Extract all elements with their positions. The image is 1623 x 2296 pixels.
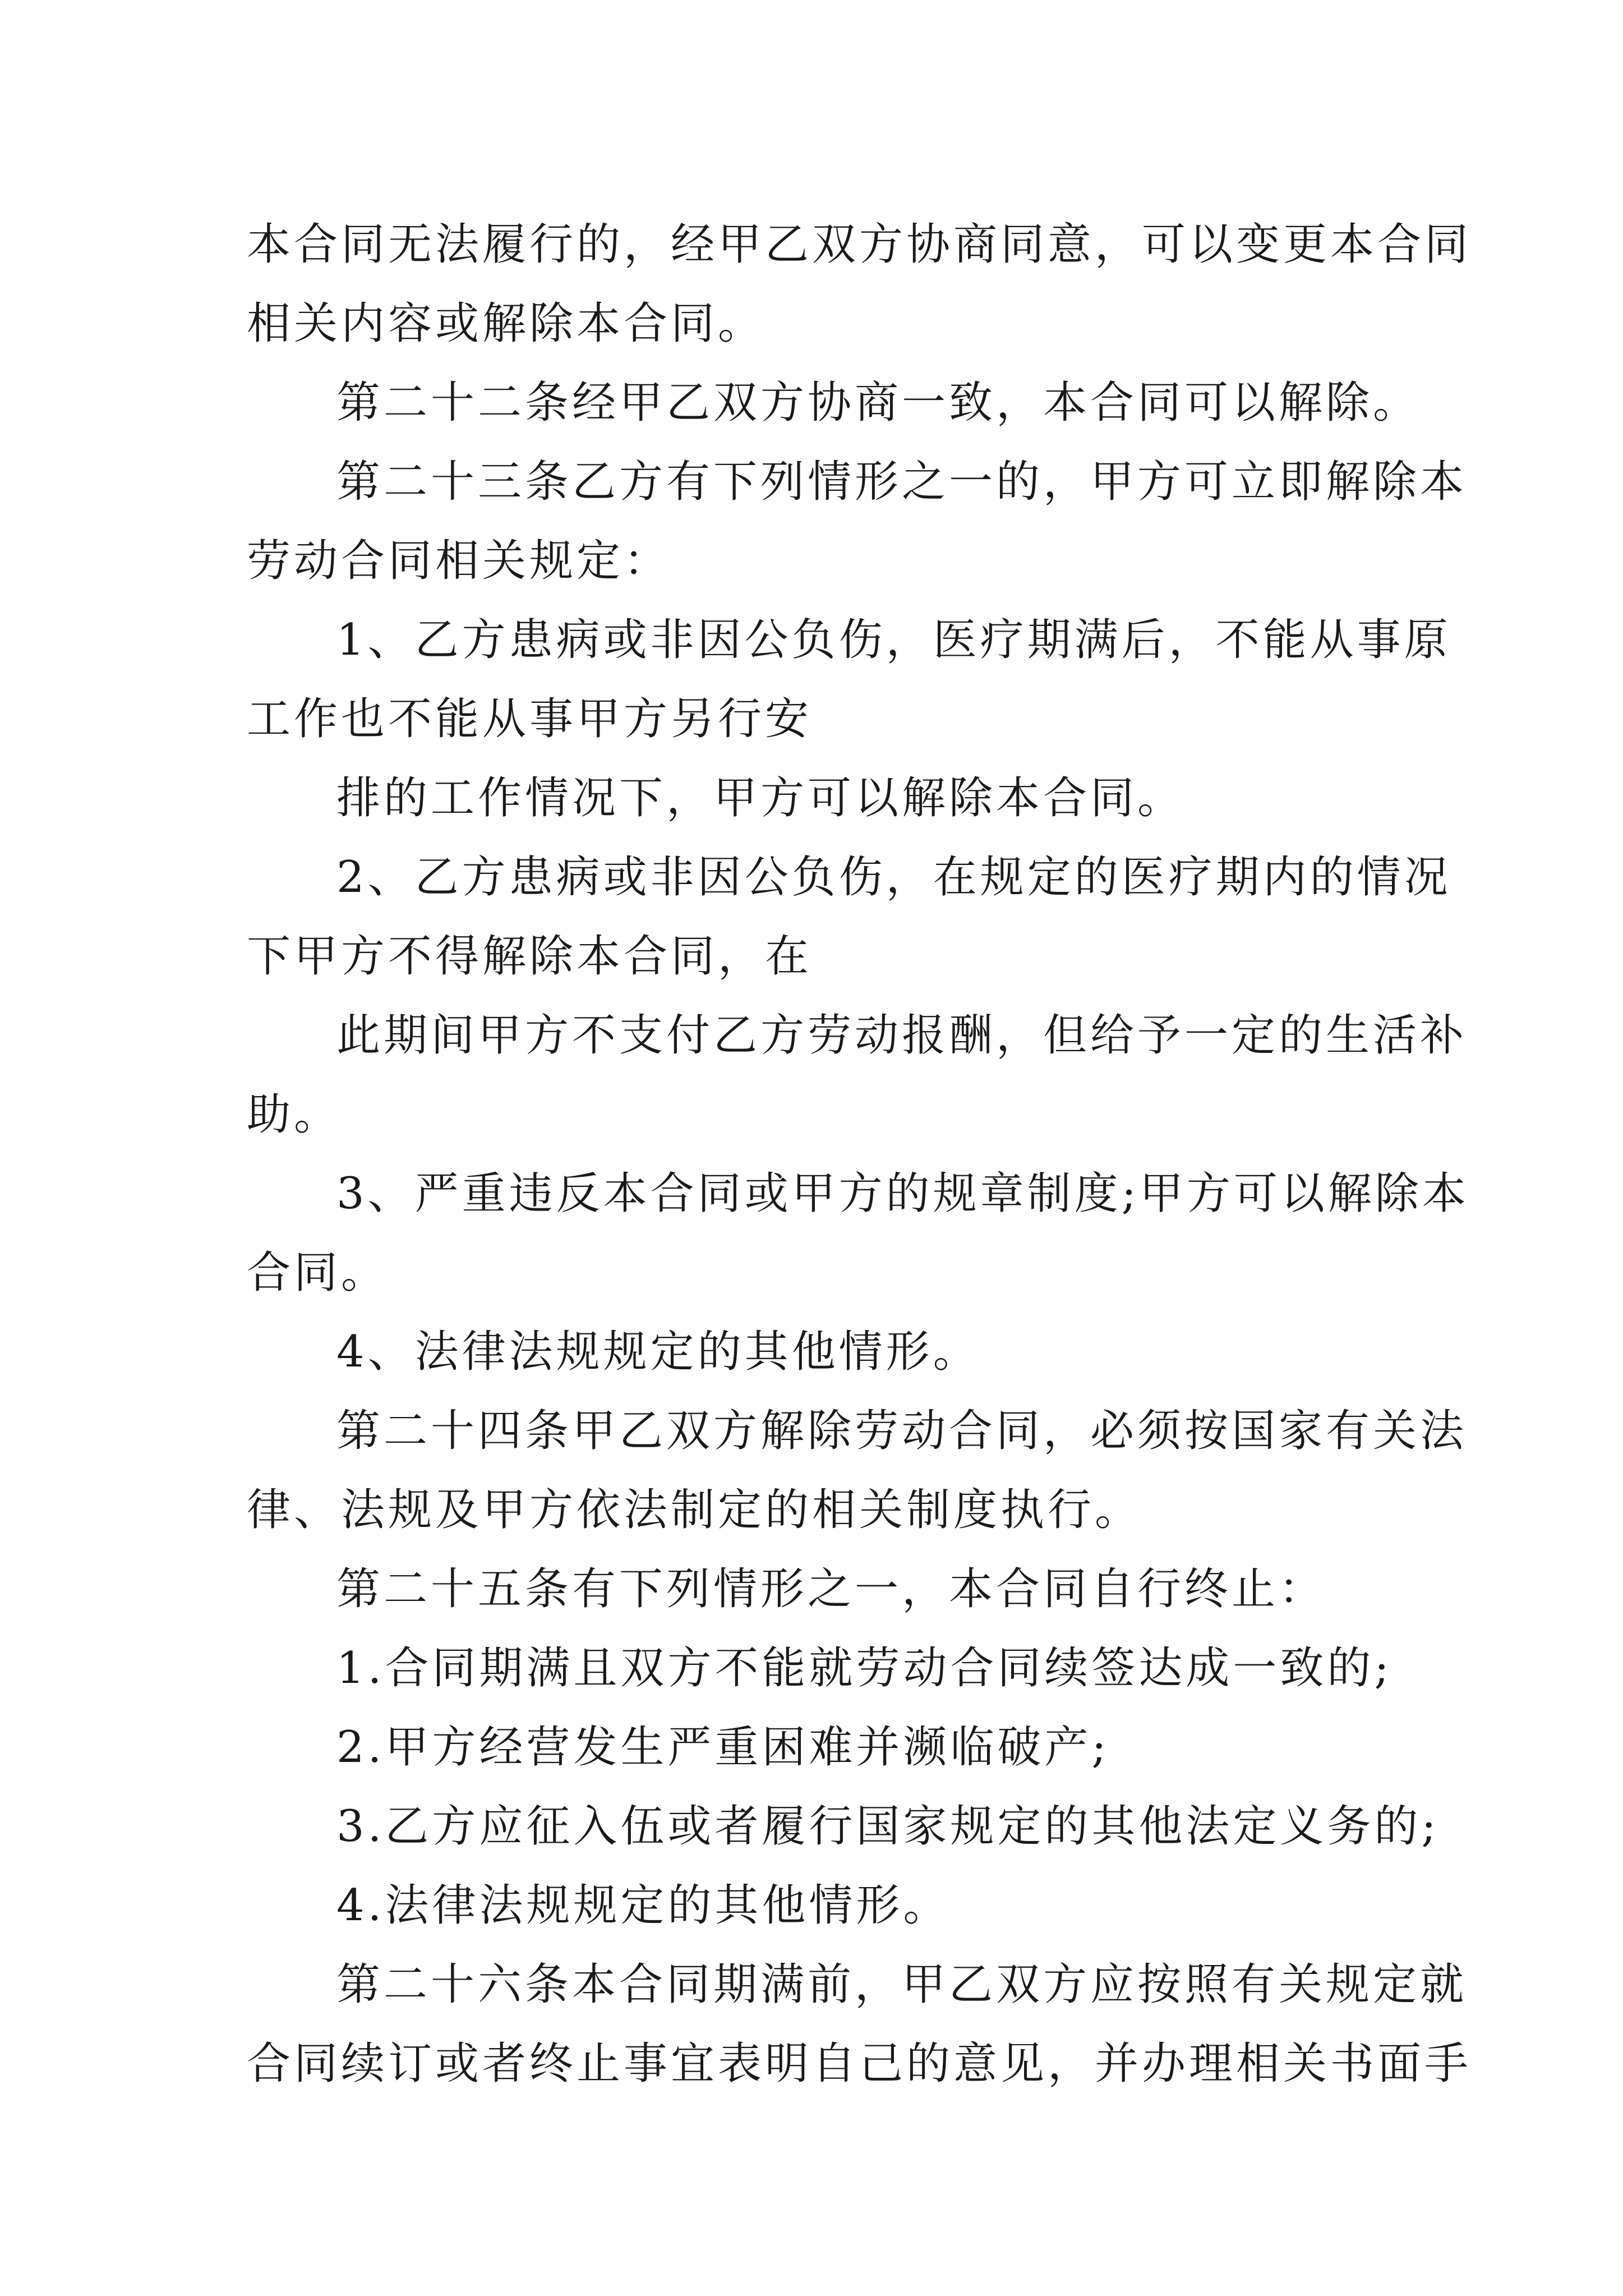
text-line: 律、法规及甲方依法制定的相关制度执行。 xyxy=(247,1485,1142,1535)
text-line: 4、法律法规规定的其他情形。 xyxy=(336,1327,980,1377)
text-line: 合同续订或者终止事宜表明自己的意见，并办理相关书面手 xyxy=(247,2039,1472,2089)
document-body xyxy=(247,205,1472,2104)
text-line: 3、严重违反本合同或甲方的规章制度;甲方可以解除本 xyxy=(336,1168,1469,1219)
text-line: 第二十四条甲乙双方解除劳动合同，必须按国家有关法 xyxy=(336,1406,1468,1456)
text-line: 工作也不能从事甲方另行安 xyxy=(247,694,813,744)
text-line: 4.法律法规规定的其他情形。 xyxy=(336,1880,951,1931)
text-line: 助。 xyxy=(247,1089,342,1140)
text-line: 1.合同期满且双方不能就劳动合同续签达成一致的; xyxy=(336,1643,1393,1694)
text-line: 本合同无法履行的，经甲乙双方协商同意，可以变更本合同 xyxy=(247,219,1472,270)
text-line: 此期间甲方不支付乙方劳动报酬，但给予一定的生活补 xyxy=(336,1010,1468,1061)
text-line: 第二十五条有下列情形之一，本合同自行终止： xyxy=(336,1564,1326,1614)
text-line: 第二十六条本合同期满前，甲乙双方应按照有关规定就 xyxy=(336,1959,1468,2010)
text-line: 相关内容或解除本合同。 xyxy=(247,298,766,349)
text-line: 排的工作情况下，甲方可以解除本合同。 xyxy=(336,773,1185,823)
text-line: 下甲方不得解除本合同，在 xyxy=(247,931,813,982)
text-line: 劳动合同相关规定： xyxy=(247,536,671,586)
text-line: 2、乙方患病或非因公负伤，在规定的医疗期内的情况 xyxy=(336,852,1451,903)
text-line: 1、乙方患病或非因公负伤，医疗期满后，不能从事原 xyxy=(336,615,1451,665)
text-line: 合同。 xyxy=(247,1248,389,1298)
text-line: 2.甲方经营发生严重困难并濒临破产; xyxy=(336,1722,1110,1773)
text-line: 3.乙方应征入伍或者履行国家规定的其他法定义务的; xyxy=(336,1801,1440,1852)
text-line: 第二十三条乙方有下列情形之一的，甲方可立即解除本 xyxy=(336,457,1468,507)
text-line: 第二十二条经甲乙双方协商一致，本合同可以解除。 xyxy=(336,378,1421,428)
